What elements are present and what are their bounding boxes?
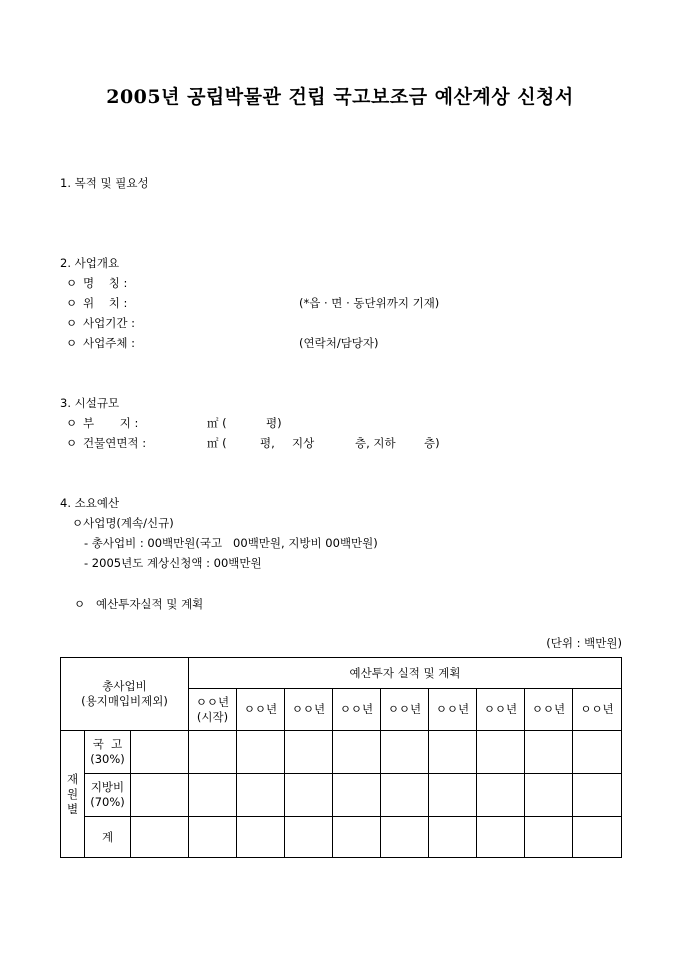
year-header-start: ㅇㅇ년 (시작) bbox=[189, 689, 237, 731]
year-header: ㅇㅇ년 bbox=[429, 689, 477, 731]
bullet: ㅇ bbox=[66, 296, 78, 310]
table-cell[interactable] bbox=[333, 817, 381, 858]
bullet: ㅇ bbox=[66, 316, 78, 330]
table-cell[interactable] bbox=[525, 774, 573, 817]
table-cell[interactable] bbox=[285, 774, 333, 817]
local-fund-label: 지방비 (70%) bbox=[85, 774, 131, 817]
table-cell[interactable] bbox=[381, 817, 429, 858]
national-fund-label: 국 고 (30%) bbox=[85, 731, 131, 774]
table-cell[interactable] bbox=[477, 774, 525, 817]
table-cell[interactable] bbox=[189, 774, 237, 817]
project-name: ㅇ사업명(계속/신규) bbox=[72, 516, 174, 530]
table-cell[interactable] bbox=[285, 731, 333, 774]
bullet: ㅇ bbox=[74, 597, 86, 611]
year-header: ㅇㅇ년 bbox=[573, 689, 622, 731]
total-cost-line: - 총사업비 : 00백만원(국고 00백만원, 지방비 00백만원) bbox=[84, 536, 378, 550]
bullet: ㅇ bbox=[66, 336, 78, 350]
table-cell[interactable] bbox=[525, 731, 573, 774]
site-area-unit: ㎡ ( bbox=[207, 416, 227, 430]
year-header: ㅇㅇ년 bbox=[381, 689, 429, 731]
bullet: ㅇ bbox=[66, 276, 78, 290]
table-row bbox=[61, 817, 622, 858]
year-header: ㅇㅇ년 bbox=[525, 689, 573, 731]
table-row bbox=[61, 731, 622, 774]
investment-plan-heading: 예산투자실적 및 계획 bbox=[96, 597, 204, 611]
table-cell[interactable] bbox=[237, 731, 285, 774]
table-row bbox=[61, 774, 622, 817]
table-cell[interactable] bbox=[525, 817, 573, 858]
table-cell[interactable] bbox=[573, 774, 622, 817]
table-cell[interactable] bbox=[429, 817, 477, 858]
request-line: - 2005년도 계상신청액 : 00백만원 bbox=[84, 556, 262, 570]
bullet: ㅇ bbox=[66, 436, 78, 450]
site-area-pyeong: 평) bbox=[266, 416, 282, 430]
table-cell[interactable] bbox=[381, 774, 429, 817]
table-cell[interactable] bbox=[285, 817, 333, 858]
table-header-row bbox=[61, 658, 622, 689]
overview-period-label: 사업기간 : bbox=[83, 316, 135, 330]
section-4-heading: 4. 소요예산 bbox=[60, 496, 120, 510]
table-cell[interactable] bbox=[477, 817, 525, 858]
section-1-heading: 1. 목적 및 필요성 bbox=[60, 176, 149, 190]
table-cell[interactable] bbox=[333, 731, 381, 774]
overview-owner-note: (연락처/담당자) bbox=[299, 336, 379, 350]
year-header: ㅇㅇ년 bbox=[477, 689, 525, 731]
section-2-heading: 2. 사업개요 bbox=[60, 256, 120, 270]
overview-location-label: 위 치 : bbox=[83, 296, 128, 310]
table-cell[interactable] bbox=[429, 774, 477, 817]
table-cell[interactable] bbox=[429, 731, 477, 774]
table-cell[interactable] bbox=[131, 774, 189, 817]
floor-ground-label: 지상 bbox=[292, 436, 315, 450]
year-header: ㅇㅇ년 bbox=[237, 689, 285, 731]
total-cost-header: 총사업비 (용지매입비제외) bbox=[61, 658, 189, 731]
floor-basement-label: 층, 지하 bbox=[355, 436, 396, 450]
table-cell[interactable] bbox=[333, 774, 381, 817]
table-cell[interactable] bbox=[381, 731, 429, 774]
table-cell[interactable] bbox=[477, 731, 525, 774]
table-cell[interactable] bbox=[237, 774, 285, 817]
floor-end-label: 층) bbox=[424, 436, 440, 450]
table-cell[interactable] bbox=[189, 817, 237, 858]
site-area-label: 부 지 : bbox=[83, 416, 139, 430]
unit-note: (단위 : 백만원) bbox=[546, 636, 622, 650]
overview-owner-label: 사업주체 : bbox=[83, 336, 135, 350]
section-3-heading: 3. 시설규모 bbox=[60, 396, 120, 410]
floor-area-pyeong: 평, bbox=[260, 436, 275, 450]
page-title: 2005년 공립박물관 건립 국고보조금 예산계상 신청서 bbox=[106, 86, 574, 108]
table-cell[interactable] bbox=[573, 817, 622, 858]
floor-area-label: 건물연면적 : bbox=[83, 436, 147, 450]
table-cell[interactable] bbox=[237, 817, 285, 858]
table-cell[interactable] bbox=[189, 731, 237, 774]
table-cell[interactable] bbox=[573, 731, 622, 774]
floor-area-unit: ㎡ ( bbox=[207, 436, 227, 450]
year-header: ㅇㅇ년 bbox=[333, 689, 381, 731]
funding-source-label: 재 원 별 bbox=[61, 731, 85, 858]
overview-location-note: (*읍 · 면 · 동단위까지 기재) bbox=[299, 296, 440, 310]
table-cell[interactable] bbox=[131, 731, 189, 774]
budget-table bbox=[60, 657, 622, 858]
plan-header: 예산투자 실적 및 계획 bbox=[189, 658, 622, 689]
bullet: ㅇ bbox=[66, 416, 78, 430]
sum-label: 계 bbox=[85, 817, 131, 858]
year-header: ㅇㅇ년 bbox=[285, 689, 333, 731]
table-cell[interactable] bbox=[131, 817, 189, 858]
overview-name-label: 명 칭 : bbox=[83, 276, 128, 290]
